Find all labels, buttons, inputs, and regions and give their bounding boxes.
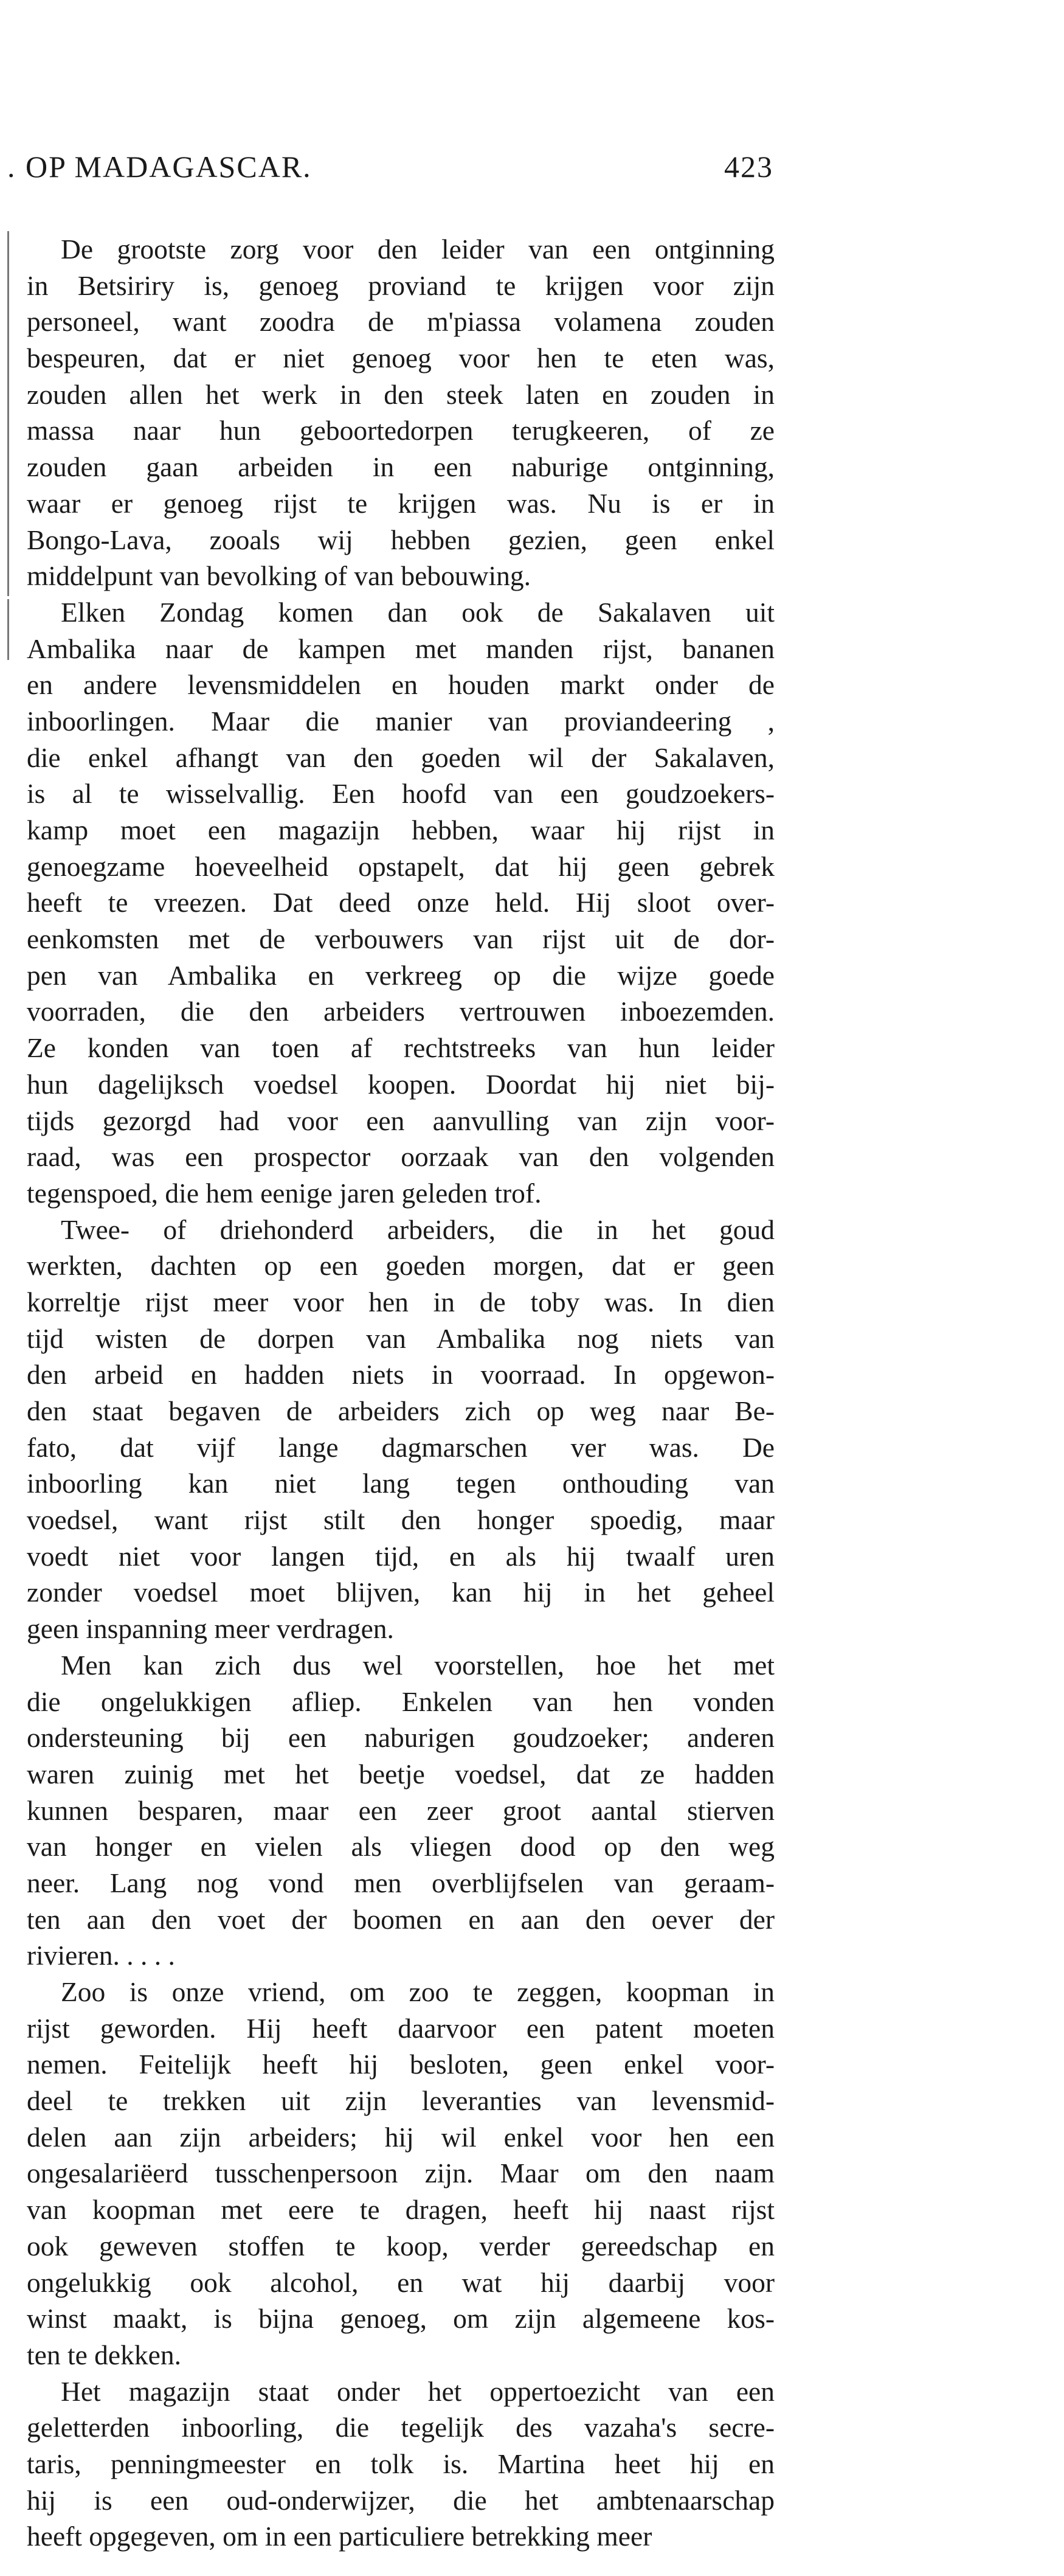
text-line: zonder voedsel moet blijven, kan hij in het geheel	[27, 1577, 775, 1608]
text-line: hun dagelijksch voedsel koopen. Doordat hij niet bij-	[27, 1068, 775, 1100]
text-line: inboorlingen. Maar die manier van proviandeering ,	[27, 705, 775, 737]
text-line: Bongo-Lava, zooals wij hebben gezien, geen enkel	[27, 524, 775, 555]
text-line: waar er genoeg rijst te krijgen was. Nu is er in	[27, 487, 775, 519]
running-head-title: OP MADAGASCAR.	[26, 150, 312, 184]
text-line: ongelukkig ook alcohol, en wat hij daarbij voor	[27, 2266, 775, 2298]
text-line: Elken Zondag komen dan ook de Sakalaven uit	[61, 596, 775, 628]
text-line: van koopman met eere te dragen, heeft hij naast rijst	[27, 2194, 775, 2226]
text-line: kunnen besparen, maar een zeer groot aantal stierven	[27, 1794, 775, 1826]
text-line: middelpunt van bevolking of van bebouwing.	[27, 560, 531, 592]
paragraph	[27, 1647, 775, 1974]
text-line: tijd wisten de dorpen van Ambalika nog niets van	[27, 1322, 775, 1354]
text-line: heeft opgegeven, om in een particuliere betrekking meer	[27, 2521, 652, 2552]
text-line: inboorling kan niet lang tegen onthouding van	[27, 1468, 775, 1499]
text-line: den staat begaven de arbeiders zich op weg naar Be-	[27, 1395, 775, 1426]
text-line: bespeuren, dat er niet genoeg voor hen te eten was,	[27, 342, 775, 374]
text-line: hij is een oud-onderwijzer, die het ambtenaarschap	[27, 2484, 775, 2516]
text-line: Men kan zich dus wel voorstellen, hoe het met	[61, 1649, 775, 1681]
text-line: en andere levensmiddelen en houden markt onder de	[27, 669, 775, 701]
text-line: ongesalariëerd tusschenpersoon zijn. Maar om den naam	[27, 2158, 775, 2189]
text-line: van honger en vielen als vliegen dood op den weg	[27, 1831, 775, 1863]
text-line: Ambalika naar de kampen met manden rijst, bananen	[27, 633, 775, 664]
margin-scan-line	[7, 599, 9, 660]
text-line: heeft te vreezen. Dat deed onze held. Hij sloot over-	[27, 887, 775, 918]
paragraph	[27, 1974, 775, 2373]
text-line: deel te trekken uit zijn leveranties van levensmid-	[27, 2085, 775, 2117]
text-line: die ongelukkigen afliep. Enkelen van hen vonden	[27, 1686, 775, 1717]
margin-scan-line	[7, 231, 9, 596]
text-line: in Betsiriry is, genoeg proviand te krijgen voor zijn	[27, 269, 775, 301]
paragraph	[27, 594, 775, 1212]
text-line: neer. Lang nog vond men overblijfselen van geraam-	[27, 1867, 775, 1898]
text-line: werkten, dachten op een goeden morgen, dat er geen	[27, 1250, 775, 1282]
text-line: korreltje rijst meer voor hen in de toby was. In dien	[27, 1286, 775, 1318]
text-line: kamp moet een magazijn hebben, waar hij rijst in	[27, 814, 775, 845]
text-line: die enkel afhangt van den goeden wil der Sakalaven,	[27, 741, 775, 773]
text-line: is al te wisselvallig. Een hoofd van een goudzoekers-	[27, 778, 775, 810]
text-line: voorraden, die den arbeiders vertrouwen inboezemden.	[27, 996, 775, 1027]
text-line: genoegzame hoeveelheid opstapelt, dat hij geen gebrek	[27, 850, 775, 882]
text-line: rijst geworden. Hij heeft daarvoor een patent moeten	[27, 2012, 775, 2044]
text-line: Twee- of driehonderd arbeiders, die in het goud	[61, 1213, 775, 1245]
text-line: eenkomsten met de verbouwers van rijst uit de dor-	[27, 923, 775, 955]
text-line: winst maakt, is bijna genoeg, om zijn algemeene kos-	[27, 2303, 775, 2335]
text-line: personeel, want zoodra de m'piassa volamena zouden	[27, 306, 775, 338]
text-line: rivieren. . . . .	[27, 1940, 175, 1971]
running-head-mark: .	[7, 150, 16, 184]
text-line: ook geweven stoffen te koop, verder gereedschap en	[27, 2230, 775, 2262]
text-line: waren zuinig met het beetje voedsel, dat ze hadden	[27, 1758, 775, 1790]
text-line: voedsel, want rijst stilt den honger spoedig, maar	[27, 1504, 775, 1536]
text-line: tegenspoed, die hem eenige jaren geleden trof.	[27, 1177, 542, 1209]
text-line: De grootste zorg voor den leider van een ontginning	[61, 234, 775, 265]
text-line: zouden gaan arbeiden in een naburige ontginning,	[27, 451, 775, 483]
body-text	[27, 231, 775, 2555]
text-line: tijds gezorgd had voor een aanvulling van zijn voor-	[27, 1105, 775, 1136]
paragraph	[27, 1212, 775, 1647]
text-line: Zoo is onze vriend, om zoo te zeggen, koopman in	[61, 1976, 775, 2007]
paragraph	[27, 2373, 775, 2555]
text-line: den arbeid en hadden niets in voorraad. In opgewon-	[27, 1359, 775, 1390]
text-line: ten te dekken.	[27, 2339, 181, 2370]
text-line: raad, was een prospector oorzaak van den volgenden	[27, 1141, 775, 1173]
text-line: delen aan zijn arbeiders; hij wil enkel voor hen een	[27, 2121, 775, 2153]
running-head	[0, 149, 790, 192]
text-line: geen inspanning meer verdragen.	[27, 1613, 394, 1645]
text-line: Ze konden van toen af rechtstreeks van hun leider	[27, 1032, 775, 1064]
text-line: taris, penningmeester en tolk is. Martina heet hij en	[27, 2448, 775, 2479]
paragraph	[27, 231, 775, 594]
text-line: geletterden inboorling, die tegelijk des vazaha's secre-	[27, 2412, 775, 2443]
text-line: fato, dat vijf lange dagmarschen ver was. De	[27, 1431, 775, 1463]
text-line: nemen. Feitelijk heeft hij besloten, geen enkel voor-	[27, 2049, 775, 2080]
text-line: pen van Ambalika en verkreeg op die wijze goede	[27, 959, 775, 991]
text-line: zouden allen het werk in den steek laten en zouden in	[27, 378, 775, 410]
text-line: ondersteuning bij een naburigen goudzoeker; anderen	[27, 1722, 775, 1754]
text-line: voedt niet voor langen tijd, en als hij twaalf uren	[27, 1540, 775, 1572]
text-line: ten aan den voet der boomen en aan den oever der	[27, 1903, 775, 1935]
text-line: massa naar hun geboortedorpen terugkeeren, of ze	[27, 415, 775, 446]
text-line: Het magazijn staat onder het oppertoezicht van een	[61, 2375, 775, 2407]
page-number: 423	[724, 150, 773, 184]
